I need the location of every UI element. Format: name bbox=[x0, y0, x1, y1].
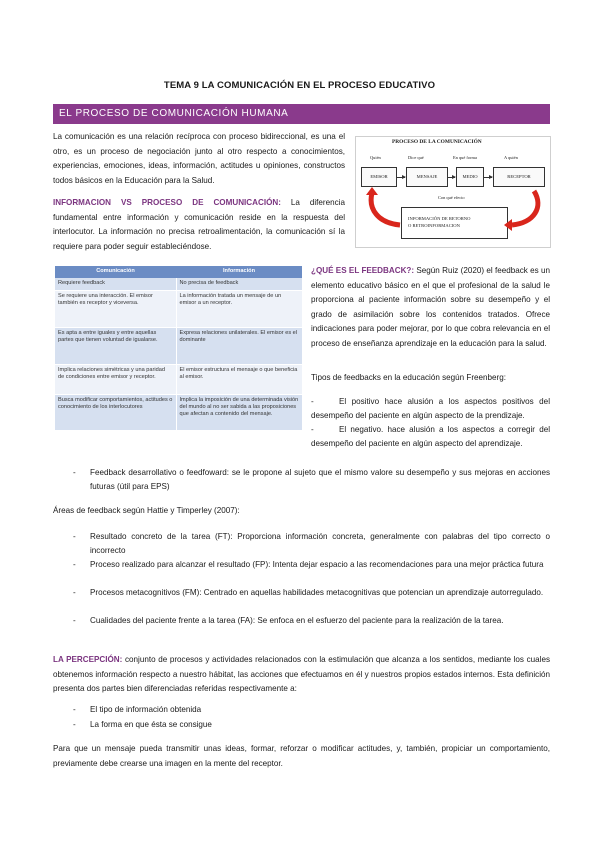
diagram-label-a-quien: A quién bbox=[504, 155, 518, 160]
feedback-types-intro: Tipos de feedbacks en la educación según Freenberg: bbox=[311, 373, 506, 382]
table-cell: No precisa de feedback bbox=[176, 278, 302, 290]
table-cell: Implica la imposición de una determinada visión del mundo al no ser sabida a las proposiciones que afectan a contenido del mensaje. bbox=[176, 394, 302, 430]
perception-item-type: El tipo de información obtenida bbox=[90, 705, 202, 714]
diagram-box-receptor: RECEPTOR bbox=[493, 167, 545, 187]
bullet-dash: - bbox=[311, 425, 314, 434]
hattie-item-fp: Proceso realizado para alcanzar el resultado (FP): Intenta dejar espacio a las recomendaciones para una mejor práctica futura bbox=[90, 560, 544, 569]
table-cell: Es apta a entre iguales y entre aquellas partes que tienen voluntad de igualarse. bbox=[55, 327, 176, 364]
table-row bbox=[55, 364, 302, 394]
diagram-label-quien: Quién bbox=[370, 155, 381, 160]
list-item bbox=[73, 466, 550, 494]
bullet-dash: - bbox=[73, 616, 76, 625]
diagram-label-dice-que: Dice qué bbox=[408, 155, 424, 160]
table-row bbox=[55, 290, 302, 327]
diagram-feedback-arrows bbox=[356, 137, 552, 249]
diagram-box-medio: MEDIO bbox=[456, 167, 484, 187]
table-cell: La información tratada un mensaje de un emisor a un receptor. bbox=[176, 290, 302, 327]
diagram-box-emisor: EMISOR bbox=[361, 167, 397, 187]
table-row bbox=[55, 327, 302, 364]
table-cell: El emisor estructura el mensaje o que beneficia al emisor. bbox=[176, 364, 302, 394]
list-item bbox=[73, 558, 550, 572]
diagram-retorno-line2: O RETROINFORMACION bbox=[408, 223, 460, 228]
perception-paragraph bbox=[53, 653, 550, 697]
diagram-box-mensaje: MENSAJE bbox=[406, 167, 448, 187]
diagram-label-en-que-forma: En qué forma bbox=[453, 155, 477, 160]
hattie-item-fa: Cualidades del paciente frente a la tarea (FA): Se enfoca en el esfuerzo del paciente para la realización de la tarea. bbox=[90, 616, 504, 625]
bullet-dash: - bbox=[73, 532, 76, 541]
diagram-retorno-line1: INFORMACIÓN DE RETORNO bbox=[408, 216, 471, 221]
list-item bbox=[311, 423, 550, 451]
hattie-item-ft: Resultado concreto de la tarea (FT): Proporciona información concreta, generalmente con palabras del tipo correcto o incorrecto bbox=[90, 532, 550, 556]
red-arrowhead-right bbox=[504, 219, 512, 231]
communication-process-diagram bbox=[355, 136, 551, 248]
list-item bbox=[73, 586, 550, 600]
perception-text: conjunto de procesos y actividades relacionados con la estimulación que alcanza a los sentidos, mediante los cuales obtenemos información respecto a nuestro hábitat, las acciones que efectuamos en él y nuestros propios estados internos. Esta definición presenta dos partes bien diferenciadas referidas respectivamente a: bbox=[53, 655, 551, 694]
red-arrowhead-left bbox=[366, 187, 378, 195]
table-row bbox=[55, 278, 302, 290]
table-header-row bbox=[55, 266, 302, 278]
table-cell: Se requiere una interacción. El emisor también es receptor y viceversa. bbox=[55, 290, 176, 327]
table-cell: Requiere feedback bbox=[55, 278, 176, 290]
table-cell: Expresa relaciones unilaterales. El emisor es el dominante bbox=[176, 327, 302, 364]
bullet-dash: - bbox=[73, 720, 76, 729]
bullet-dash: - bbox=[73, 468, 76, 477]
table-row bbox=[55, 394, 302, 430]
red-return-arrow-left bbox=[371, 193, 400, 225]
bullet-dash: - bbox=[73, 705, 76, 714]
feedback-text: Según Ruiz (2020) el feedback es un elemento educativo básico en el que el profesional de la salud le proporciona al paciente información sobre su desempeño y el grado de asimilación sobre los contenidos tratados. Ofrece indicaciones para poder mejorar, por lo que cobra relevancia en el proceso de enseñanza aprendizaje en la educación para la salud. bbox=[311, 266, 551, 348]
bullet-dash: - bbox=[311, 397, 314, 406]
bullet-dash: - bbox=[73, 588, 76, 597]
table-header-comunicacion: Comunicación bbox=[55, 266, 176, 278]
perception-keyword: LA PERCEPCIÓN: bbox=[53, 655, 123, 664]
table-cell: Busca modificar comportamientos, actitudes o conocimiento de los interlocutores bbox=[55, 394, 176, 430]
list-item bbox=[73, 614, 550, 628]
info-vs-communication-text: La diferencia fundamental entre información y comunicación reside en la respuesta del interlocutor. La información no precisa retroalimentación, la comunicación sí la requiere para poder seguir estableciéndose. bbox=[53, 198, 345, 251]
hattie-item-fm: Procesos metacognitivos (FM): Centrado en aquellas habilidades metacognitivas que potencian un aprendizaje autorregulado. bbox=[90, 588, 544, 597]
table-header-informacion: Información bbox=[176, 266, 302, 278]
feedback-type-positive: El positivo hace alusión a los aspectos positivos del desempeño del paciente en algún aspecto de la prendizaje. bbox=[311, 397, 550, 421]
bullet-dash: - bbox=[73, 560, 76, 569]
info-vs-communication-keyword: INFORMACION VS PROCESO DE COMUNICACIÓN: bbox=[53, 198, 281, 207]
table-cell: Implica relaciones simétricas y una paridad de condiciones entre emisor y receptor. bbox=[55, 364, 176, 394]
feedback-paragraph bbox=[311, 264, 550, 352]
hattie-intro: Áreas de feedback según Hattie y Timperley (2007): bbox=[53, 506, 240, 515]
closing-paragraph: Para que un mensaje pueda transmitir unas ideas, formar, reforzar o modificar actitudes, y, también, propiciar un comportamiento, previamente debe crearse una imagen en la mente del receptor. bbox=[53, 744, 550, 768]
list-item bbox=[73, 718, 550, 732]
diagram-title: PROCESO DE LA COMUNICACIÓN bbox=[392, 139, 482, 145]
communication-information-table bbox=[55, 266, 302, 431]
list-item bbox=[311, 395, 550, 423]
red-return-arrow-right bbox=[512, 191, 538, 225]
page-title: TEMA 9 LA COMUNICACIÓN EN EL PROCESO EDUCATIVO bbox=[163, 80, 436, 91]
perception-item-form: La forma en que ésta se consigue bbox=[90, 720, 212, 729]
feedback-developmental: Feedback desarrollativo o feedfoward: se le propone al sujeto que el mismo valore su desempeño y sus mejoras en acciones futuras (útil para EPS) bbox=[90, 468, 550, 492]
feedback-keyword: ¿QUÉ ES EL FEEDBACK?: bbox=[311, 266, 415, 275]
diagram-label-con-que-efecto: Con qué efecto bbox=[438, 195, 465, 200]
feedback-type-negative: El negativo. hace alusión a los aspectos a corregir del desempeño del paciente en algún aspecto del aprendizaje. bbox=[311, 425, 550, 449]
section-heading: EL PROCESO DE COMUNICACIÓN HUMANA bbox=[53, 104, 550, 124]
info-vs-communication-paragraph bbox=[53, 196, 345, 254]
intro-paragraph: La comunicación es una relación recíproca con proceso bidireccional, es una el otro, es un proceso de negociación junto al otro respecto a conocimientos, experiencias, emociones, ideas, información, actitudes u opiniones, constructos todos básicos en la Educación para la Salud. bbox=[53, 132, 345, 185]
list-item bbox=[73, 530, 550, 558]
list-item bbox=[73, 703, 550, 717]
